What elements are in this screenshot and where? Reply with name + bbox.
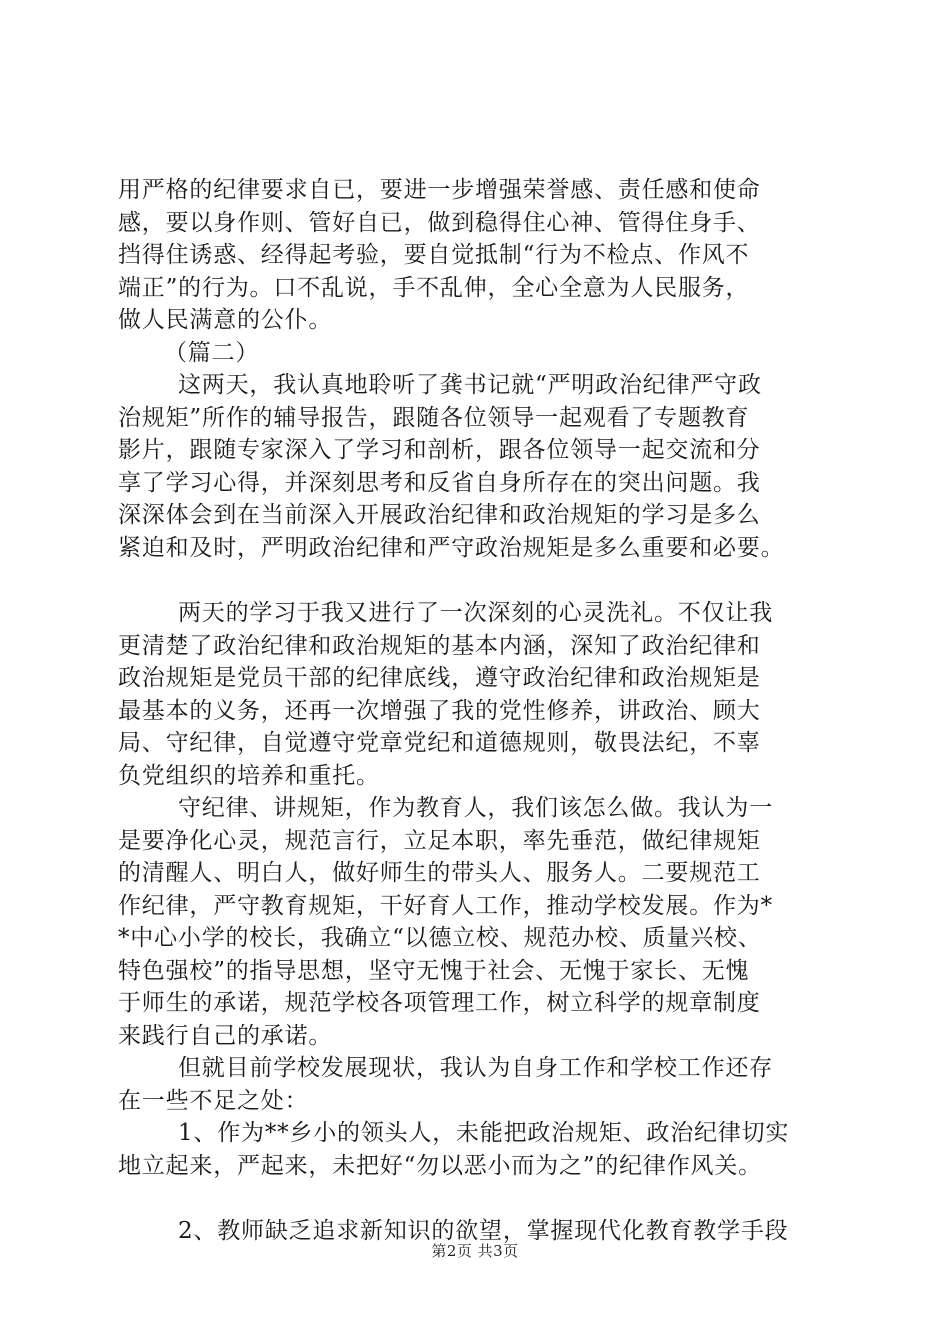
list-item: 1、作为**乡小的领头人，未能把政治规矩、政治纪律切实	[178, 1120, 790, 1146]
text-line: 享了学习心得，并深刻思考和反省自身所存在的突出问题。我	[118, 469, 761, 496]
text-line: 政治规矩是党员干部的纪律底线，遵守政治纪律和政治规矩是	[118, 665, 761, 691]
paragraph-gap	[118, 564, 838, 597]
page-footer: 第2页 共3页	[431, 1242, 519, 1260]
text-line: 用严格的纪律要求自已，要进一步增强荣誉感、责任感和使命	[118, 177, 761, 203]
paragraph-gap	[118, 1182, 838, 1215]
text-line: 做人民满意的公仆。	[118, 307, 333, 333]
text-line: 特色强校”的指导思想，坚守无愧于社会、无愧于家长、无愧	[118, 957, 750, 984]
text-line: 的清醒人、明白人，做好师生的带头人、服务人。二要规范工	[118, 860, 761, 886]
text-line: 两天的学习于我又进行了一次深刻的心灵洗礼。不仅让我	[178, 600, 773, 626]
text-line: 但就目前学校发展现状，我认为自身工作和学校工作还存	[178, 1055, 773, 1081]
text-line: 最基本的义务，还再一次增强了我的党性修养，讲政治、顾大	[118, 697, 761, 724]
text-line: 紧迫和及时，严明政治纪律和严守政治规矩是多么重要和必要。	[118, 534, 785, 561]
text-line: 作纪律，严守教育规矩，干好育人工作，推动学校发展。作为*	[118, 892, 773, 919]
text-line: 感，要以身作则、管好自已，做到稳得住心神、管得住身手、	[118, 209, 761, 236]
text-line: 负党组织的培养和重托。	[118, 762, 380, 789]
text-line: 在一些不足之处：	[118, 1087, 309, 1114]
text-line: 挡得住诱惑、经得起考验，要自觉抵制“行为不检点、作风不	[118, 242, 750, 268]
text-line: 地立起来，严起来，未把好“勿以恶小而为之”的纪律作风关。	[118, 1152, 762, 1179]
text-line: 局、守纪律，自觉遵守党章党纪和道德规则，敬畏法纪，不辜	[118, 730, 761, 756]
text-line: 影片，跟随专家深入了学习和剖析，跟各位领导一起交流和分	[118, 437, 761, 463]
text-line: 深深体会到在当前深入开展政治纪律和政治规矩的学习是多么	[118, 502, 761, 528]
text-line: 更清楚了政治纪律和政治规矩的基本内涵，深知了政治纪律和	[118, 632, 761, 659]
text-line: 是要净化心灵，规范言行，立足本职，率先垂范，做纪律规矩	[118, 827, 761, 854]
section-heading: （篇二）	[164, 339, 260, 366]
text-line: 治规矩”所作的辅导报告，跟随各位领导一起观看了专题教育	[118, 404, 750, 431]
text-line: 端正”的行为。口不乱说，手不乱伸，全心全意为人民服务，	[118, 274, 750, 301]
list-item: 2、教师缺乏追求新知识的欲望，掌握现代化教育教学手段	[178, 1218, 789, 1244]
text-line: 守纪律、讲规矩，作为教育人，我们该怎么做。我认为一	[178, 795, 773, 821]
text-line: 这两天，我认真地聆听了龚书记就“严明政治纪律严守政	[178, 372, 762, 398]
text-line: 来践行自己的承诺。	[118, 1022, 333, 1049]
text-line: *中心小学的校长，我确立“以德立校、规范办校、质量兴校、	[118, 925, 762, 951]
text-line: 于师生的承诺，规范学校各项管理工作，树立科学的规章制度	[118, 990, 761, 1016]
document-body	[118, 174, 838, 1248]
